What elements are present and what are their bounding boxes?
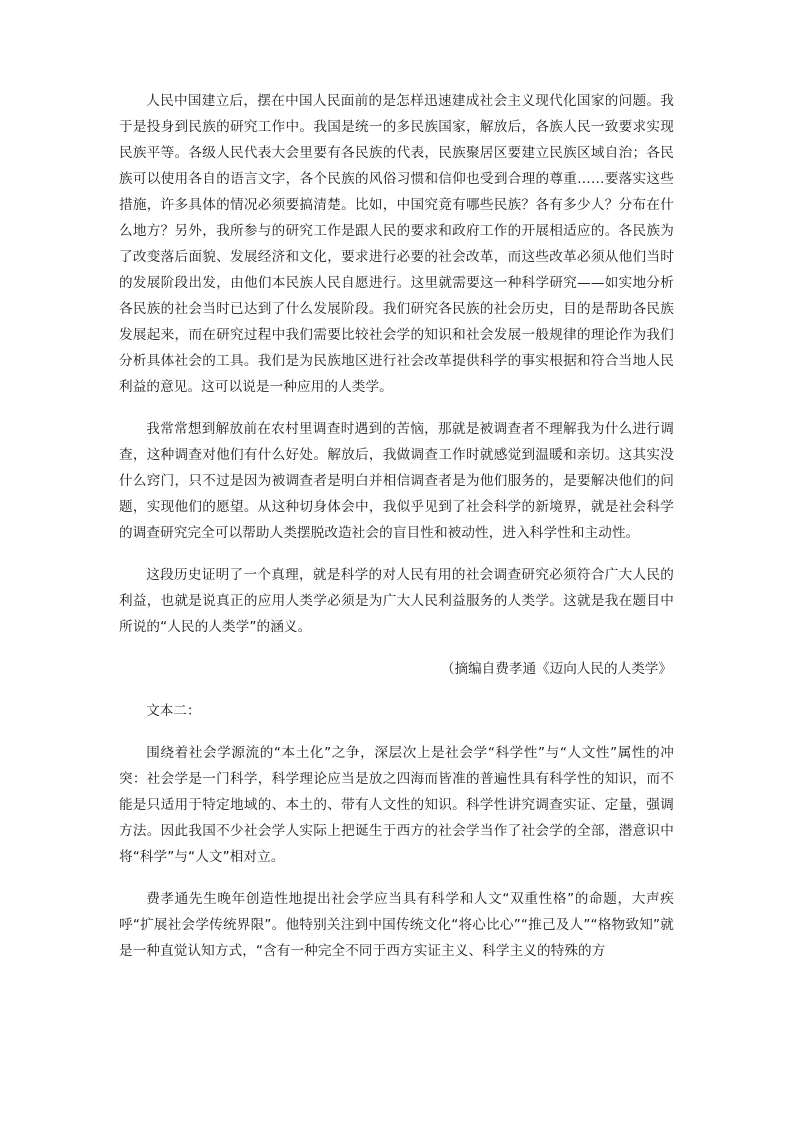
text-one-paragraph-2: 我常常想到解放前在农村里调查时遇到的苦恼，那就是被调查者不理解我为什么进行调查，这种调查对他们有什么好处。解放后，我做调查工作时就感觉到温暖和亲切。这其实没什么窍门，只不过是因为被调查者是明白并相信调查者是为他们服务的，是要解决他们的问题，实现他们的愿望。从这种切身体会中，我似乎见到了社会科学的新境界，就是社会科学的调查研究完全可以帮助人类摆脱改造社会的盲目性和被动性，进入科学性和主动性。 bbox=[119, 421, 674, 541]
text-two-paragraph-1: 围绕着社会学源流的“本土化”之争，深层次上是社会学“科学性”与“人文性”属性的冲突：社会学是一门科学，科学理论应当是放之四海而皆准的普遍性具有科学性的知识，而不能是只适用于特定地域的、本土的、带有人文性的知识。科学性讲究调查实证、定量，强调方法。因此我国不少社会学人实际上把诞生于西方的社会学当作了社会学的全部，潜意识中将“科学”与“人文”相对立。 bbox=[119, 745, 674, 865]
text-two-label: 文本二： bbox=[146, 703, 201, 719]
source-citation: （摘编自费孝通《迈向人民的人类学》 bbox=[440, 661, 672, 677]
text-two-paragraph-2: 费孝通先生晚年创造性地提出社会学应当具有科学和人文“双重性格”的命题，大声疾呼“扩展社会学传统界限”。他特别关注到中国传统文化“将心比心”“推己及人”“格物致知”就是一种直觉认知方式，“含有一种完全不同于西方实证主义、科学主义的特殊的方 bbox=[119, 891, 674, 959]
text-one-paragraph-1: 人民中国建立后，摆在中国人民面前的是怎样迅速建成社会主义现代化国家的问题。我于是投身到民族的研究工作中。我国是统一的多民族国家，解放后，各族人民一致要求实现民族平等。各级人民代表大会里要有各民族的代表，民族聚居区要建立民族区域自治；各民族可以使用各自的语言文字，各个民族的风俗习惯和信仰也受到合理的尊重……要落实这些措施，许多具体的情况必须要搞清楚。比如，中国究竟有哪些民族？各有多少人？分布在什么地方？另外，我所参与的研究工作是跟人民的要求和政府工作的开展相适应的。各民族为了改变落后面貌、发展经济和文化，要求进行必要的社会改革，而这些改革必须从他们当时的发展阶段出发，由他们本民族人民自愿进行。这里就需要这一种科学研究——如实地分析各民族的社会当时已达到了什么发展阶段。我们研究各民族的社会历史，目的是帮助各民族发展起来，而在研究过程中我们需要比较社会学的知识和社会发展一般规律的理论作为我们分析具体社会的工具。我们是为民族地区进行社会改革提供科学的事实根据和符合当地人民利益的意见。这可以说是一种应用的人类学。 bbox=[119, 93, 674, 395]
text-one-paragraph-3: 这段历史证明了一个真理，就是科学的对人民有用的社会调查研究必须符合广大人民的利益，也就是说真正的应用人类学必须是为广大人民利益服务的人类学。这就是我在题目中所说的“人民的人类学”的涵义。 bbox=[119, 567, 674, 635]
